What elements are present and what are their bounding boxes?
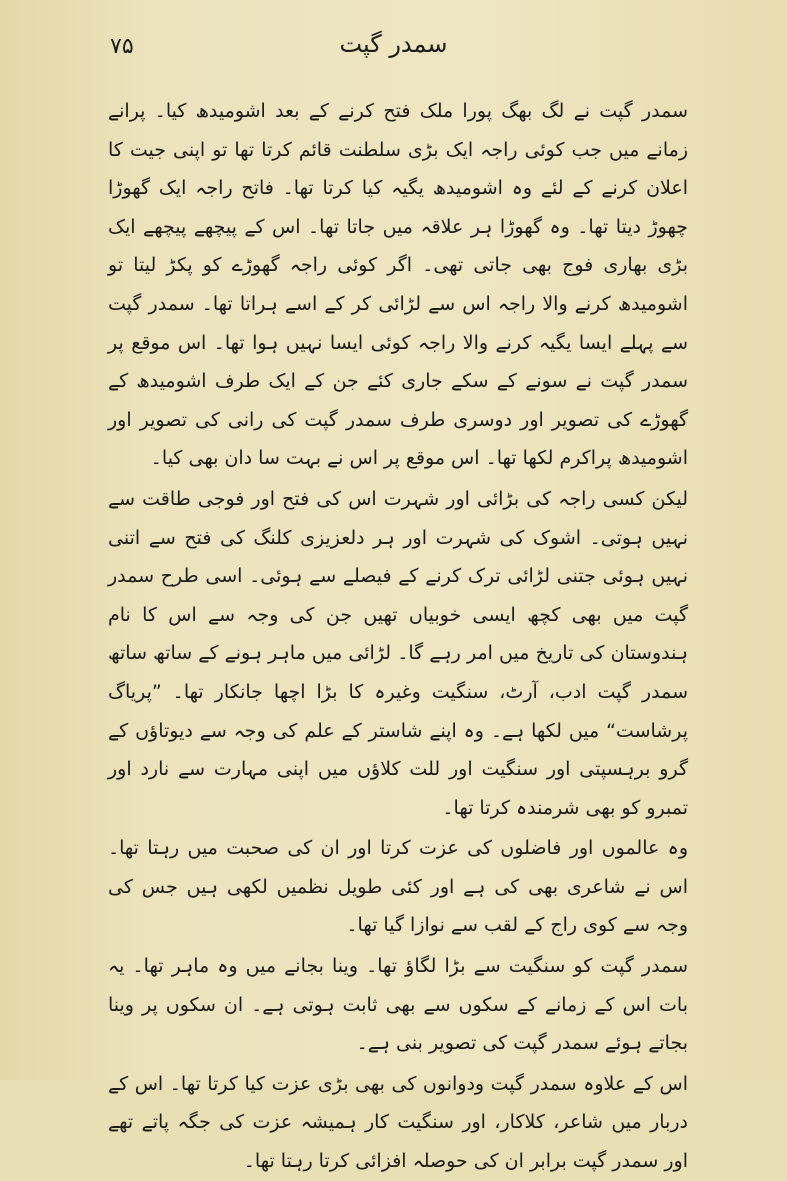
page-number: ۷۵ [110,34,134,59]
body-text [108,92,688,1181]
page-header [110,30,677,70]
paragraph: لیکن کسی راجہ کی بڑائی اور شہرت اس کی فتح اور فوجی طاقت سے نہیں ہوتی۔ اشوک کی شہرت اور ہر دلعزیزی کلنگ کی فتح سے اتنی نہیں ہوئی جتنی لڑائی ترک کرنے کے فیصلے سے ہوئی۔ اسی طرح سمدر گپت میں بھی کچھ ایسی خوبیاں تھیں جن کی وجہ سے اس کا نام ہندوستان کی تاریخ میں امر رہے گا۔ لڑائی میں ماہر ہونے کے ساتھ ساتھ سمدر گپت ادب، آرٹ، سنگیت وغیرہ کا بڑا اچھا جانکار تھا۔ ”پریاگ پرشاست“ میں لکھا ہے۔ وہ اپنے شاستر کے علم کی وجہ سے دیوتاؤں کے گرو برہسپتی اور سنگیت اور للت کلاؤں میں اپنی مہارت سے نارد اور تمبرو کو بھی شرمندہ کرتا تھا۔ [108,487,688,819]
paragraph: وہ عالموں اور فاضلوں کی عزت کرتا اور ان کی صحبت میں رہتا تھا۔ اس نے شاعری بھی کی ہے اور کئی طویل نظمیں لکھی ہیں جس کی وجہ سے کوی راج کے لقب سے نوازا گیا تھا۔ [108,837,688,937]
paragraph: اس کے علاوہ سمدر گپت ودوانوں کی بھی بڑی عزت کیا کرتا تھا۔ اس کے دربار میں شاعر، کلاکار، اور سنگیت کار ہمیشہ عزت کی جگہ پاتے تھے اور سمدر گپت برابر ان کی حوصلہ افزائی کرتا رہتا تھا۔ [108,1072,688,1173]
paragraph: سمدر گپت کو سنگیت سے بڑا لگاؤ تھا۔ وینا بجانے میں وہ ماہر تھا۔ یہ بات اس کے زمانے کے سکوں سے بھی ثابت ہوتی ہے۔ ان سکوں پر وینا بجاتے ہوئے سمدر گپت کی تصویر بنی ہے۔ [108,955,688,1055]
running-title: سمدر گپت [339,30,448,58]
paragraph: سمدر گپت نے لگ بھگ پورا ملک فتح کرنے کے بعد اشومیدھ کیا۔ پرانے زمانے میں جب کوئی راجہ ایک بڑی سلطنت قائم کرتا تھا تو اپنی جیت کا اعلان کرنے کے لئے وہ اشومیدھ یگیہ کیا کرتا تھا۔ فاتح راجہ ایک گھوڑا چھوڑ دیتا تھا۔ وہ گھوڑا ہر علاقہ میں جاتا تھا۔ اس کے پیچھے پیچھے ایک بڑی بھاری فوج بھی جاتی تھی۔ اگر کوئی راجہ گھوڑے کو پکڑ لیتا تو اشومیدھ کرنے والا راجہ اس سے لڑائی کر کے اسے ہراتا تھا۔ سمدر گپت سے پہلے ایسا یگیہ کرنے والا راجہ کوئی ایسا نہیں ہوا تھا۔ اس موقع پر سمدر گپت نے سونے کے سکے جاری کئے جن کے ایک طرف اشومیدھ کے گھوڑے کی تصویر اور دوسری طرف سمدر گپت کی رانی کی تصویر اور اشومیدھ پراکرم لکھا تھا۔ اس موقع پر اس نے بہت سا دان بھی کیا۔ [108,100,688,470]
